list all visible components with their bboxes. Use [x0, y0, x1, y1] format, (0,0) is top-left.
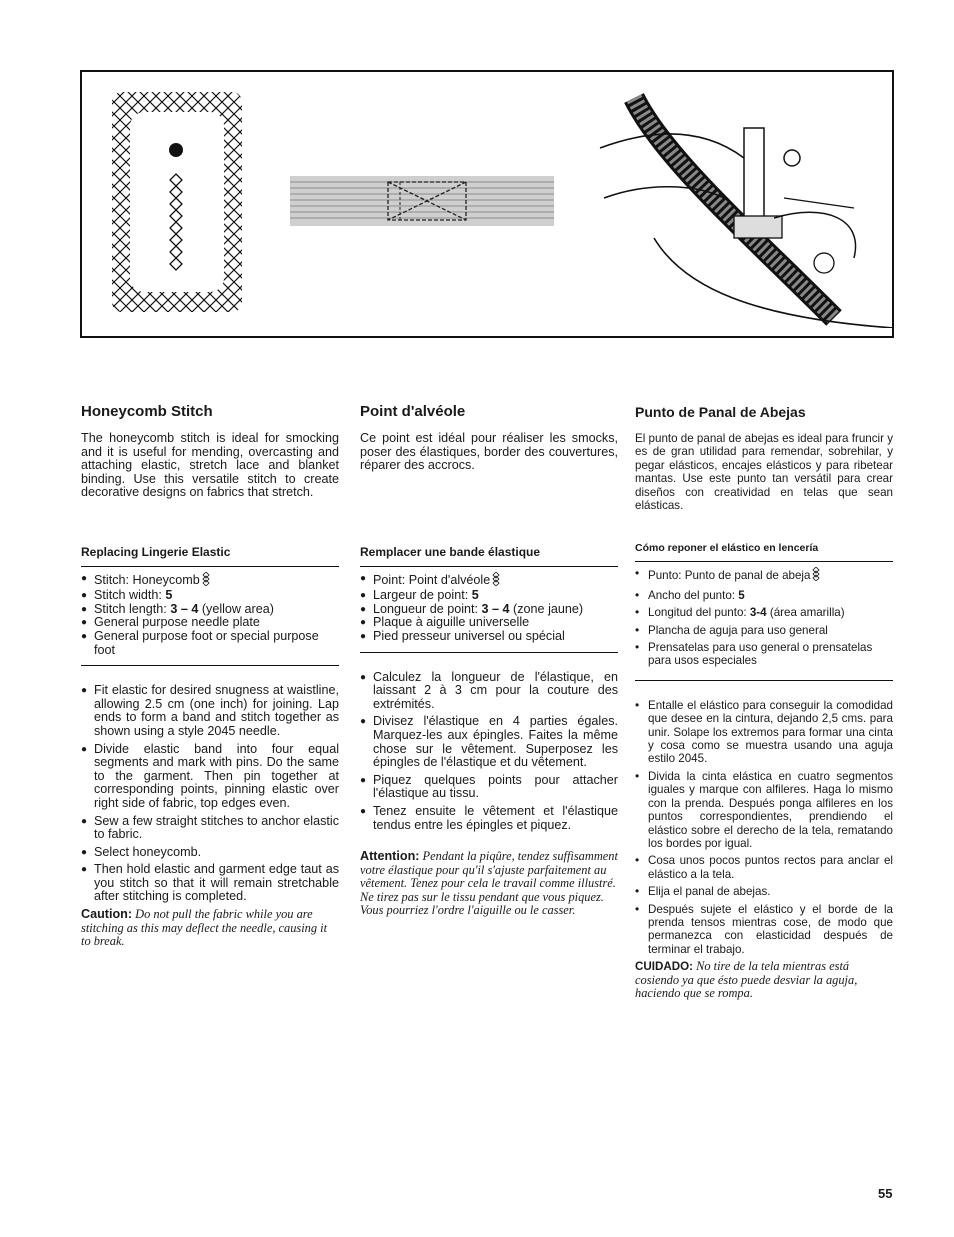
honeycomb-stitch-icon — [492, 572, 500, 590]
subsection-title: Cómo reponer el elástico en lencería — [635, 542, 893, 562]
elastic-band-with-cross-stitch — [288, 172, 558, 232]
page-number: 55 — [878, 1186, 893, 1201]
settings-item: ● Stitch width: 5 — [81, 589, 339, 603]
section-title: Honeycomb Stitch — [81, 403, 213, 420]
step-item: • Cosa unos pocos puntos rectos para anclar el elástico a la tela. — [635, 854, 893, 881]
settings-item: ● Stitch length: 3 – 4 (yellow area) — [81, 603, 339, 617]
step-item: • Elija el panal de abejas. — [635, 885, 893, 898]
settings-list — [635, 567, 893, 680]
settings-item: • Longitud del punto: 3-4 (área amarilla) — [635, 606, 893, 619]
french-column — [360, 404, 618, 918]
honeycomb-stitch-icon — [202, 572, 210, 590]
step-item: • Divida la cinta elástica en cuatro segmentos iguales y marque con alfileres. Haga lo mismo con la prenda. Después ponga alfileres en los puntos correspondientes, prendiendo el elástico sobre el derecho de la tela, rematando los bordes por igual. — [635, 770, 893, 850]
steps-list — [635, 699, 893, 956]
settings-item: ● Largeur de point: 5 — [360, 589, 618, 603]
steps-list — [360, 671, 618, 833]
caution-note: Attention: Pendant la piqûre, tendez suffisamment votre élastique pour qu'il s'ajuste parfaitement au vêtement. Tenez pour cela le travail comme illustré. Ne tirez pas sur le tissu pendant que vous piquez. Vous pourriez l'ordre l'aiguille ou le casser. — [360, 849, 618, 918]
step-item: ● Calculez la longueur de l'élastique, en laissant 2 à 3 cm pour la couture des extrémités. — [360, 671, 618, 712]
step-item: ● Piquez quelques points pour attacher l'élastique au tissu. — [360, 774, 618, 801]
caution-note: CUIDADO: No tire de la tela mientras está cosiendo ya que ésto puede desviar la aguja, haciendo que se rompa. — [635, 959, 858, 1000]
settings-item: ● Stitch: Honeycomb — [81, 572, 339, 590]
section-title: Point d'alvéole — [360, 403, 466, 420]
settings-item: ● Longueur de point: 3 – 4 (zone jaune) — [360, 603, 618, 617]
subsection-title: Replacing Lingerie Elastic — [81, 546, 339, 567]
english-column — [81, 404, 339, 949]
spanish-column — [635, 404, 893, 1000]
settings-item: • Ancho del punto: 5 — [635, 589, 893, 602]
honeycomb-stitch-icon — [812, 567, 820, 584]
step-item: ● Select honeycomb. — [81, 846, 339, 860]
intro-paragraph: El punto de panal de abejas es ideal para fruncir y es de gran utilidad para remendar, sobrehilar, y pegar elásticos, encajes elásticos y para ribetear mantas. Use este punto tan versátil para crear diseños con creatividad en telas que sean elásticas. — [635, 432, 893, 513]
settings-item: • Prensatelas para uso general o prensatelas para usos especiales — [635, 641, 893, 668]
sewing-machine-sewing-elastic — [594, 88, 894, 328]
settings-item: ● Plaque à aiguille universelle — [360, 616, 618, 630]
illustration-frame — [80, 70, 894, 338]
settings-list — [81, 572, 339, 667]
honeycomb-stitch-pattern-icon — [108, 90, 248, 316]
settings-item: ● General purpose needle plate — [81, 616, 339, 630]
step-item: • Después sujete el elástico y el borde de la prenda tensos mientras cose, de modo que permanezca con elasticidad después de terminar el trabajo. — [635, 903, 893, 957]
steps-list — [81, 684, 339, 904]
section-title: Punto de Panal de Abejas — [635, 404, 806, 420]
step-item: ● Then hold elastic and garment edge taut as you stitch so that it will remain stretchable after stitching is completed. — [81, 863, 339, 904]
step-item: ● Tenez ensuite le vêtement et l'élastique tendus entre les épingles et piquez. — [360, 805, 618, 832]
caution-note: Caution: Do not pull the fabric while you are stitching as this may deflect the needle, causing it to break. — [81, 907, 328, 949]
intro-paragraph: The honeycomb stitch is ideal for smocking and it is useful for mending, overcasting and attaching elastic, stretch lace and blanket binding. Use this versatile stitch to create decorative designs on fabrics that stretch. — [81, 431, 339, 500]
settings-item: ● Point: Point d'alvéole — [360, 572, 618, 590]
settings-item: • Punto: Punto de panal de abeja — [635, 567, 893, 584]
step-item: ● Sew a few straight stitches to anchor elastic to fabric. — [81, 815, 339, 842]
step-item: ● Divisez l'élastique en 4 parties égales. Marquez-les aux épingles. Faites la même chose sur le vêtement. Superposez les épingles de l'élastique et du vêtement. — [360, 715, 618, 769]
intro-paragraph: Ce point est idéal pour réaliser les smocks, poser des élastiques, border des couvertures, réparer des accrocs. — [360, 431, 618, 473]
settings-item: • Plancha de aguja para uso general — [635, 624, 893, 637]
settings-item: ● Pied presseur universel ou spécial — [360, 630, 618, 644]
settings-item: ● General purpose foot or special purpose foot — [81, 630, 339, 657]
subsection-title: Remplacer une bande élastique — [360, 546, 618, 567]
step-item: ● Fit elastic for desired snugness at waistline, allowing 2.5 cm (one inch) for joining. Lap ends to form a band and stitch together as shown using a style 2045 needle. — [81, 684, 339, 738]
step-item: ● Divide elastic band into four equal segments and mark with pins. Do the same to the garment. Then pin together at corresponding points, pinning elastic over right side of fabric, top edges even. — [81, 743, 339, 811]
settings-list — [360, 572, 618, 653]
step-item: • Entalle el elástico para conseguir la comodidad que desee en la cintura, dejando 2,5 cms. para unir. Solape los extremos para formar una cinta y cosa como se muestra usando una aguja estilo 2045. — [635, 699, 893, 766]
